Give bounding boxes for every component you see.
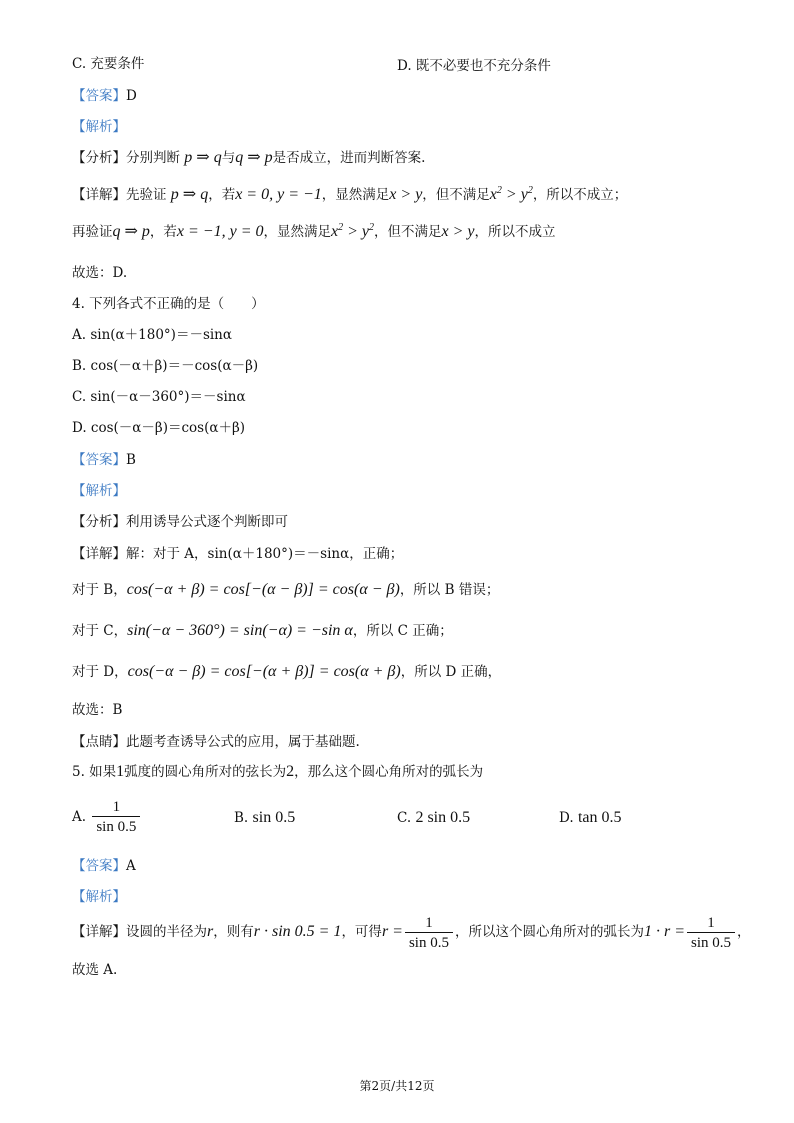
answer-value: D bbox=[126, 88, 137, 104]
detail-text: 设圆的半径为 bbox=[126, 924, 207, 940]
q4-detail-d bbox=[72, 662, 501, 682]
fraction-denominator: sin 0.5 bbox=[92, 816, 140, 836]
fraction bbox=[687, 914, 735, 952]
detail-text: ， bbox=[737, 924, 751, 940]
math-implication: p ⇒ q bbox=[184, 149, 222, 166]
q4-analysis-tag: 【解析】 bbox=[72, 483, 126, 499]
q3-option-d: D. 既不必要也不充分条件 bbox=[397, 58, 551, 74]
fenxi-text: 是否成立，进而判断答案. bbox=[272, 150, 426, 166]
math-expression: r · sin 0.5 = 1 bbox=[253, 923, 342, 940]
detail-text: 对于 C， bbox=[72, 623, 128, 639]
q5-detail bbox=[72, 912, 751, 952]
math-expression: sin 0.5 bbox=[252, 809, 296, 826]
fenxi-tag: 【分析】 bbox=[72, 514, 126, 530]
option-label: B. bbox=[234, 810, 249, 826]
q4-option-d: D. cos(－α－β)＝cos(α＋β) bbox=[72, 420, 246, 436]
detail-text: ，显然满足 bbox=[321, 187, 390, 203]
fraction-numerator: 1 bbox=[707, 914, 715, 931]
q4-detail-b bbox=[72, 580, 499, 600]
detail-tag: 【详解】 bbox=[72, 546, 126, 562]
q4-detail-c bbox=[72, 621, 453, 641]
q4-comment bbox=[72, 732, 360, 752]
math-inequality: x > y bbox=[441, 223, 475, 240]
detail-text: 对于 D， bbox=[72, 664, 128, 680]
q3-conclusion: 故选：D. bbox=[72, 265, 128, 281]
q4-conclusion: 故选：B bbox=[72, 702, 123, 718]
math-expression: cos(−α + β) = cos[−(α − β)] = cos(α − β) bbox=[126, 581, 400, 598]
detail-text: ，所以不成立 bbox=[474, 224, 556, 240]
math-condition: x = −1, y = 0 bbox=[176, 223, 264, 240]
fraction-denominator: sin 0.5 bbox=[405, 932, 453, 952]
q5-analysis-tag: 【解析】 bbox=[72, 889, 126, 905]
fraction bbox=[405, 914, 453, 952]
detail-text: ，可得 bbox=[341, 924, 382, 940]
stem-text: 弧度的圆心角所对的弦长为 bbox=[124, 764, 287, 780]
detail-text: ，若 bbox=[208, 187, 236, 203]
q4-answer bbox=[72, 450, 136, 470]
option-label: C. bbox=[397, 810, 412, 826]
q3-detail-line-2 bbox=[72, 222, 556, 242]
math-inequality: $x^2 > y^2$ bbox=[331, 222, 375, 240]
answer-value: B bbox=[126, 452, 136, 468]
detail-text: ，所以这个圆心角所对的弧长为 bbox=[454, 924, 644, 940]
detail-text: ，所以 C 正确； bbox=[352, 623, 453, 639]
answer-tag: 【答案】 bbox=[72, 858, 126, 874]
q3-fenxi bbox=[72, 148, 425, 168]
comment-text: 此题考查诱导公式的应用，属于基础题. bbox=[126, 734, 360, 750]
q4-detail-a bbox=[72, 544, 403, 564]
q5-option-c bbox=[397, 809, 470, 827]
q4-option-a: A. sin(α＋180°)＝－sinα bbox=[72, 327, 232, 343]
detail-text: ，则有 bbox=[213, 924, 254, 940]
math-expression: 2 sin 0.5 bbox=[415, 809, 471, 826]
q5-stem bbox=[72, 762, 483, 782]
q3-analysis-tag: 【解析】 bbox=[72, 119, 126, 135]
fraction-numerator: 1 bbox=[112, 799, 121, 815]
fraction-denominator: sin 0.5 bbox=[687, 932, 735, 952]
q5-answer bbox=[72, 856, 136, 876]
detail-text: 再验证 bbox=[72, 224, 113, 240]
math-inequality: $x^2 > y^2$ bbox=[489, 185, 533, 203]
q3-answer bbox=[72, 86, 137, 106]
detail-text: ，显然满足 bbox=[263, 224, 331, 240]
detail-tag: 【详解】 bbox=[72, 924, 126, 940]
q4-option-c: C. sin(－α－360°)＝－sinα bbox=[72, 389, 246, 405]
math-implication: q ⇒ p bbox=[235, 149, 273, 166]
fenxi-text: 与 bbox=[221, 150, 236, 166]
fraction bbox=[92, 798, 140, 836]
detail-text: 先验证 bbox=[126, 187, 167, 203]
q5-option-b bbox=[234, 809, 295, 827]
math-number: 2 bbox=[286, 763, 295, 780]
answer-value: A bbox=[126, 858, 136, 874]
math-expression: tan 0.5 bbox=[577, 809, 622, 826]
detail-text: ，所以 D 正确， bbox=[400, 664, 502, 680]
math-expression: 1 · r = bbox=[643, 923, 686, 940]
math-condition: x = 0, y = −1 bbox=[235, 186, 322, 203]
stem-text: ，那么这个圆心角所对的弧长为 bbox=[294, 764, 484, 780]
comment-tag: 【点睛】 bbox=[72, 734, 126, 750]
detail-text: ，若 bbox=[149, 224, 177, 240]
detail-text: ，但不满足 bbox=[374, 224, 442, 240]
math-expression: sin(−α − 360°) = sin(−α) = −sin α bbox=[127, 622, 353, 639]
q4-fenxi bbox=[72, 512, 288, 532]
math-expression: cos(−α − β) = cos[−(α + β)] = cos(α + β) bbox=[127, 663, 401, 680]
detail-text: ，所以 B 错误； bbox=[399, 582, 500, 598]
math-number: 1 bbox=[116, 763, 125, 780]
q5-option-a bbox=[72, 798, 142, 836]
math-expression: r = bbox=[381, 923, 403, 940]
detail-tag: 【详解】 bbox=[72, 187, 126, 203]
math-implication: q ⇒ p bbox=[112, 223, 150, 240]
detail-text: 对于 B， bbox=[72, 582, 127, 598]
option-label: A. bbox=[72, 809, 87, 825]
fenxi-text: 分别判断 bbox=[126, 150, 180, 166]
q5-option-d bbox=[559, 809, 621, 827]
answer-tag: 【答案】 bbox=[72, 452, 126, 468]
math-inequality: x > y bbox=[389, 186, 423, 203]
fraction-numerator: 1 bbox=[425, 914, 433, 931]
detail-text: ，但不满足 bbox=[422, 187, 490, 203]
answer-tag: 【答案】 bbox=[72, 88, 126, 104]
page-footer: 第2页/共12页 bbox=[359, 1079, 435, 1093]
q3-option-c: C. 充要条件 bbox=[72, 56, 145, 72]
fenxi-tag: 【分析】 bbox=[72, 150, 126, 166]
fenxi-text: 利用诱导公式逐个判断即可 bbox=[126, 514, 288, 530]
q4-option-b: B. cos(－α＋β)＝－cos(α－β) bbox=[72, 358, 259, 374]
detail-text: ，所以不成立； bbox=[532, 187, 628, 203]
option-label: D. bbox=[559, 810, 574, 826]
q5-conclusion: 故选 A. bbox=[72, 962, 118, 978]
stem-text: 5. 如果 bbox=[72, 764, 117, 780]
q4-stem: 4. 下列各式不正确的是（ ） bbox=[72, 296, 265, 312]
q3-detail-line-1 bbox=[72, 185, 627, 205]
math-variable: r bbox=[207, 923, 214, 940]
math-implication: p ⇒ q bbox=[170, 186, 209, 203]
detail-text: 解：对于 A，sin(α＋180°)＝－sinα，正确； bbox=[126, 546, 404, 562]
